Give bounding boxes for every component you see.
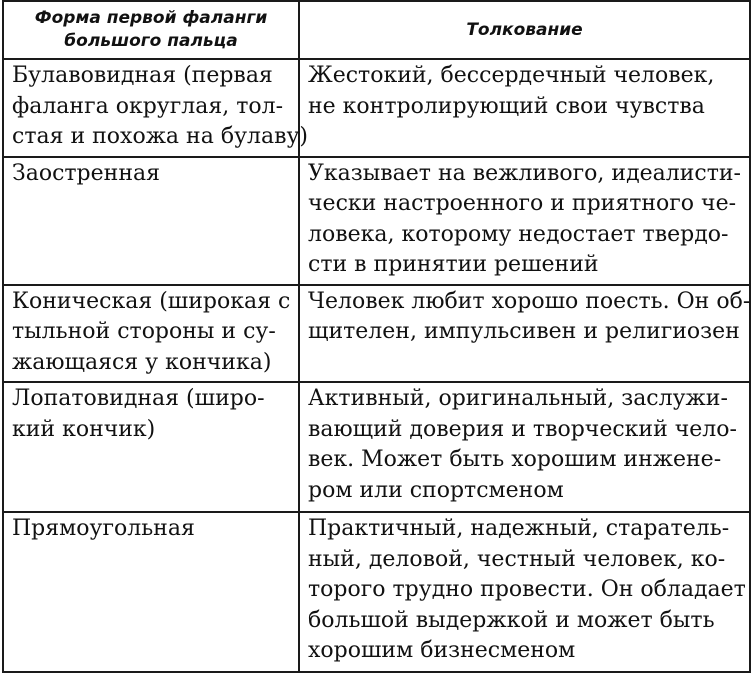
cell-meaning (299, 512, 750, 672)
header-form (3, 1, 299, 59)
cell-text-line: хорошим бизнесменом (308, 638, 576, 663)
table-row (3, 157, 750, 285)
cell-form (3, 157, 299, 285)
cell-form (3, 285, 299, 383)
cell-text-line: щителен, импульсивен и религиозен (308, 319, 740, 344)
cell-text-line: Жестокий, бессердечный человек, (308, 63, 715, 88)
header-form-line: большого пальца (64, 31, 238, 51)
cell-meaning (299, 382, 750, 512)
cell-form (3, 382, 299, 512)
cell-form (3, 512, 299, 672)
cell-text-line: Булавовидная (первая (12, 63, 273, 88)
cell-text-line: ный, деловой, честный человек, ко- (308, 546, 726, 572)
cell-meaning (299, 157, 750, 285)
cell-text-line: Практичный, надежный, старатель- (308, 516, 730, 541)
cell-text-line: не контролирующий свои чувства (308, 93, 705, 119)
cell-text-line: Коническая (широкая с (12, 288, 291, 314)
cell-text-line: фаланга округлая, тол- (12, 93, 284, 119)
cell-text-line: Человек любит хорошо поесть. Он об- (308, 288, 751, 314)
header-form-line: Форма первой фаланги (34, 8, 268, 28)
cell-text-line: стая и похожа на булаву) (12, 124, 309, 149)
cell-text-line: ром или спортсменом (308, 477, 564, 503)
header-meaning (299, 1, 750, 59)
table-header-row (3, 1, 750, 59)
cell-meaning (299, 59, 750, 157)
cell-text-line: Заостренная (12, 160, 160, 186)
cell-text-line: торого трудно провести. Он обладает (308, 577, 746, 602)
cell-text-line: большой выдержкой и может быть (308, 607, 715, 633)
cell-meaning (299, 285, 750, 383)
cell-text-line: Прямоугольная (12, 516, 195, 541)
cell-text-line: сти в принятии решений (308, 252, 599, 277)
cell-text-line: век. Может быть хорошим инжене- (308, 447, 722, 472)
table-row (3, 59, 750, 157)
cell-text-line: вающий доверия и творческий чело- (308, 416, 737, 442)
table-row (3, 285, 750, 383)
header-meaning-label: Толкование (466, 19, 583, 40)
cell-text-line: тыльной стороны и су- (12, 319, 276, 344)
table-row (3, 382, 750, 512)
cell-form (3, 59, 309, 157)
cell-text-line: ловека, которому недостает твердо- (308, 221, 729, 247)
thumb-phalanx-table (2, 0, 751, 673)
cell-text-line: кий кончик) (12, 416, 156, 442)
cell-text-line: чески настроенного и приятного че- (308, 191, 737, 216)
cell-text-line: Указывает на вежливого, идеалисти- (308, 160, 741, 186)
cell-text-line: жающаяся у кончика) (12, 349, 272, 375)
cell-text-line: Лопатовидная (широ- (12, 386, 265, 411)
cell-text-line: Активный, оригинальный, заслужи- (308, 386, 728, 411)
table-row (3, 512, 750, 672)
